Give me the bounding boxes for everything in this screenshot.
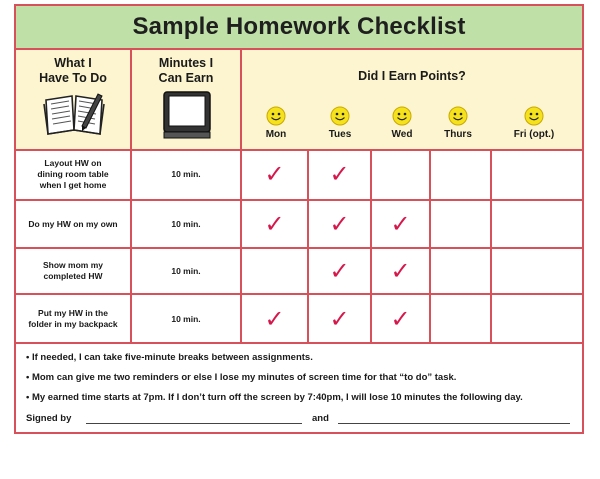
check-cell[interactable] bbox=[492, 249, 582, 293]
note-breaks: • If needed, I can take five-minute breaks between assignments. bbox=[26, 352, 313, 363]
check-mark-icon: ✓ bbox=[329, 210, 350, 238]
task-cell bbox=[16, 295, 132, 342]
header-col3-title: Did I Earn Points? bbox=[358, 69, 466, 83]
header-row bbox=[16, 50, 582, 151]
check-cell[interactable] bbox=[431, 249, 492, 293]
table-row bbox=[16, 149, 582, 201]
task-text: Layout HW on bbox=[44, 157, 102, 168]
check-cell[interactable] bbox=[372, 295, 431, 342]
check-mark-icon: ✓ bbox=[329, 257, 350, 285]
day-label-thurs: Thurs bbox=[444, 129, 472, 140]
task-text: dining room table bbox=[37, 168, 109, 179]
check-cell[interactable] bbox=[492, 201, 582, 247]
task-text: Do my HW on my own bbox=[28, 218, 118, 229]
task-text: Show mom my bbox=[43, 260, 103, 270]
day-header-wed bbox=[372, 106, 432, 140]
check-cell[interactable] bbox=[372, 201, 431, 247]
header-minutes-i-can-earn bbox=[132, 50, 242, 149]
day-header-tues bbox=[310, 106, 370, 140]
check-cell[interactable] bbox=[242, 201, 309, 247]
notes-section bbox=[26, 348, 576, 430]
header-col2-line1: Minutes I bbox=[158, 56, 214, 70]
signed-and-label: and bbox=[312, 413, 329, 424]
check-cell[interactable] bbox=[431, 295, 492, 342]
check-cell[interactable] bbox=[372, 149, 431, 199]
task-text: completed HW bbox=[43, 271, 103, 281]
signature-line-1[interactable] bbox=[86, 423, 302, 424]
header-col1-line1: What I bbox=[54, 56, 92, 70]
table-row bbox=[16, 249, 582, 295]
header-what-i-have-to-do bbox=[16, 50, 132, 149]
day-label-tues: Tues bbox=[328, 129, 352, 140]
table-row bbox=[16, 201, 582, 249]
smiley-face-icon bbox=[524, 106, 544, 126]
header-col1-line2: Have To Do bbox=[39, 71, 107, 85]
check-cell[interactable] bbox=[309, 149, 372, 199]
check-cell[interactable] bbox=[492, 149, 582, 199]
check-mark-icon: ✓ bbox=[329, 160, 350, 188]
smiley-face-icon bbox=[330, 106, 350, 126]
table-row bbox=[16, 295, 582, 344]
task-cell bbox=[16, 249, 132, 293]
check-cell[interactable] bbox=[309, 295, 372, 342]
day-header-thurs bbox=[428, 106, 488, 140]
check-cell[interactable] bbox=[242, 295, 309, 342]
check-cell[interactable] bbox=[431, 149, 492, 199]
page-title: Sample Homework Checklist bbox=[132, 13, 466, 40]
signature-line-2[interactable] bbox=[338, 423, 570, 424]
check-mark-icon: ✓ bbox=[329, 304, 350, 333]
minutes-cell: 10 min. bbox=[132, 201, 242, 247]
signed-by-label: Signed by bbox=[26, 413, 72, 424]
check-mark-icon: ✓ bbox=[264, 210, 285, 238]
check-cell[interactable] bbox=[431, 201, 492, 247]
day-label-mon: Mon bbox=[265, 129, 287, 140]
smiley-face-icon bbox=[392, 106, 412, 126]
task-text: folder in my backpack bbox=[28, 318, 118, 329]
minutes-cell: 10 min. bbox=[132, 149, 242, 199]
task-cell bbox=[16, 149, 132, 199]
check-cell[interactable] bbox=[309, 249, 372, 293]
note-reminders: • Mom can give me two reminders or else I lose my minutes of screen time for that “to do” task. bbox=[26, 372, 457, 383]
day-header-fri bbox=[504, 106, 564, 140]
signature-row bbox=[26, 408, 576, 430]
check-cell[interactable] bbox=[242, 149, 309, 199]
header-col2-line2: Can Earn bbox=[158, 71, 214, 85]
note-earned-time: • My earned time starts at 7pm. If I don’t turn off the screen by 7:40pm, I will lose 10 minutes the following day. bbox=[26, 392, 523, 403]
day-label-fri: Fri (opt.) bbox=[513, 129, 555, 140]
check-mark-icon: ✓ bbox=[264, 304, 285, 333]
check-cell[interactable] bbox=[492, 295, 582, 342]
check-cell[interactable] bbox=[372, 249, 431, 293]
check-mark-icon: ✓ bbox=[390, 257, 411, 285]
task-cell bbox=[16, 201, 132, 247]
check-cell[interactable] bbox=[242, 249, 309, 293]
header-did-i-earn-points bbox=[242, 50, 582, 149]
smiley-face-icon bbox=[266, 106, 286, 126]
day-label-wed: Wed bbox=[391, 129, 413, 140]
open-book-pencil-icon bbox=[42, 90, 106, 138]
day-header-mon bbox=[246, 106, 306, 140]
minutes-cell: 10 min. bbox=[132, 249, 242, 293]
homework-checklist bbox=[14, 4, 584, 434]
minutes-cell: 10 min. bbox=[132, 295, 242, 342]
task-text: when I get home bbox=[39, 179, 107, 190]
title-bar bbox=[16, 6, 582, 50]
smiley-face-icon bbox=[448, 106, 468, 126]
check-mark-icon: ✓ bbox=[390, 304, 411, 333]
check-mark-icon: ✓ bbox=[264, 160, 285, 188]
check-cell[interactable] bbox=[309, 201, 372, 247]
tv-screen-icon bbox=[162, 90, 212, 140]
task-text: Put my HW in the bbox=[38, 307, 108, 318]
check-mark-icon: ✓ bbox=[390, 210, 411, 238]
